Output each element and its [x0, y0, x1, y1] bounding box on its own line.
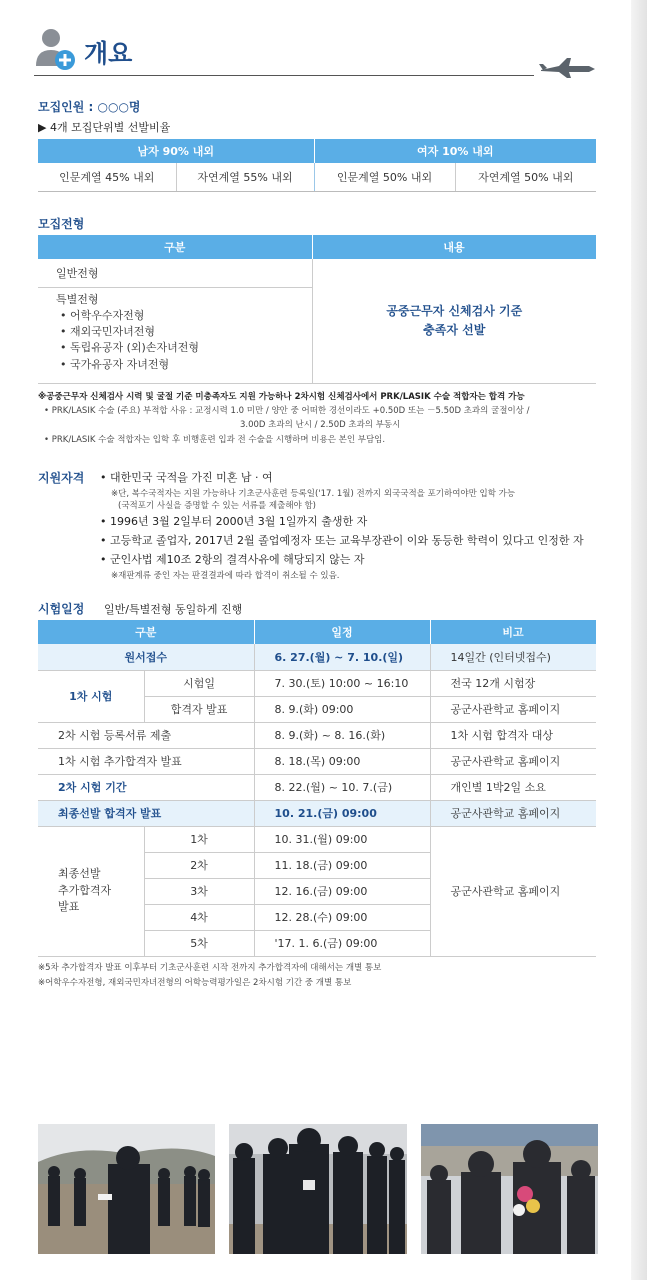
round-date: 12. 16.(금) 09:00	[254, 878, 430, 904]
round-date: 10. 31.(월) 09:00	[254, 826, 430, 852]
note-line: • PRK/LASIK 수술 적합자는 입학 후 비행훈련 입과 전 수술을 시행하며 비용은 본인 부담임.	[44, 435, 386, 445]
label-line: 발표	[58, 900, 80, 914]
table-row	[38, 800, 596, 826]
cadet-photo	[38, 1124, 215, 1254]
table-cell: 자연계열 50% 내외	[455, 163, 596, 191]
list-item: • 어학우수자전형	[60, 308, 145, 322]
schedule-title: 시험일정	[38, 602, 85, 616]
page-edge	[631, 0, 647, 1280]
table-row	[38, 826, 596, 852]
content-line: 공중근무자 신체검사 기준	[386, 304, 523, 319]
qualification-item: • 고등학교 졸업자, 2017년 2월 졸업예정자 또는 교육부장관이 이와 동등한 학력이 있다고 인정한 자	[100, 534, 584, 547]
first-exam-label: 1차 시험	[38, 670, 144, 722]
qualification-subnote: ※단, 복수국적자는 지원 가능하나 기초군사훈련 등록일('17. 1월) 전까지 외국국적을 포기하여야만 입학 가능	[111, 489, 516, 499]
apply-label: 원서접수	[38, 644, 254, 670]
round-label: 1차	[144, 826, 254, 852]
schedule-subtitle: 일반/특별전형 동일하게 진행	[104, 603, 243, 616]
header-divider	[34, 75, 534, 76]
person-add-icon	[34, 26, 78, 72]
first-pass-note: 공군사관학교 홈페이지	[430, 696, 596, 722]
note-line: ※어학우수자전형, 재외국민자녀전형의 어학능력평가일은 2차시험 기간 중 개별 통보	[38, 978, 352, 988]
round-label: 2차	[144, 852, 254, 878]
qualification-subnote: ※재판계류 중인 자는 판결결과에 따라 합격이 취소될 수 있음.	[111, 571, 340, 581]
second-exam-note: 개인별 1박2일 소요	[430, 774, 596, 800]
qualification-title: 지원자격	[38, 471, 85, 485]
docs-label: 2차 시험 등록서류 제출	[38, 722, 254, 748]
special-label: 특별전형	[56, 292, 99, 306]
headcount-title: 모집인원 : ○○○명	[38, 100, 141, 114]
col-category: 구분	[38, 235, 312, 259]
col-content: 내용	[312, 235, 596, 259]
ceremony-photo	[421, 1124, 598, 1254]
table-cell: 인문계열 50% 내외	[314, 163, 455, 191]
list-item: • 재외국민자녀전형	[60, 325, 155, 339]
cadet-photo	[229, 1124, 407, 1254]
first-extra-label: 1차 시험 추가합격자 발표	[38, 748, 254, 774]
general-type: 일반전형	[38, 259, 312, 287]
special-type	[38, 287, 312, 383]
note-bold: ※공중근무자 신체검사 시력 및 굴절 기준 미충족자도 지원 가능하나 2차시험 신체검사에서 PRK/LASIK 수술 적합자는 합격 가능	[38, 392, 525, 402]
first-extra-date: 8. 18.(목) 09:00	[254, 748, 430, 774]
list-item: • 독립유공자 (외)손자녀전형	[60, 341, 199, 355]
table-row	[38, 722, 596, 748]
col-date: 일정	[254, 620, 430, 644]
round-date: '17. 1. 6.(금) 09:00	[254, 930, 430, 956]
first-extra-note: 공군사관학교 홈페이지	[430, 748, 596, 774]
col-category: 구분	[38, 620, 254, 644]
table-cell: 인문계열 45% 내외	[38, 163, 176, 191]
note-line: 3.00D 초과의 난시 / 2.50D 초과의 부동시	[240, 420, 401, 430]
second-exam-label: 2차 시험 기간	[38, 774, 254, 800]
male-header: 남자 90% 내외	[38, 139, 314, 163]
round-date: 12. 28.(수) 09:00	[254, 904, 430, 930]
table-cell: 자연계열 55% 내외	[176, 163, 314, 191]
note-line: ※5차 추가합격자 발표 이후부터 기초군사훈련 시작 전까지 추가합격자에 대해서는 개별 통보	[38, 963, 382, 973]
content-line: 충족자 선발	[423, 322, 486, 337]
round-label: 3차	[144, 878, 254, 904]
exam-day-label: 시험일	[144, 670, 254, 696]
apply-note: 14일간 (인터넷접수)	[430, 644, 596, 670]
apply-date: 6. 27.(월) ~ 7. 10.(일)	[254, 644, 430, 670]
type-content	[312, 259, 596, 383]
female-header: 여자 10% 내외	[314, 139, 596, 163]
final-extra-note: 공군사관학교 홈페이지	[430, 826, 596, 956]
header	[34, 22, 614, 82]
list-item: • 국가유공자 자녀전형	[60, 357, 170, 371]
note-line	[38, 391, 525, 403]
table-row	[38, 670, 596, 696]
schedule-table	[38, 620, 597, 957]
qualification-subnote: (국적포기 사실을 증명할 수 있는 서류를 제출해야 함)	[118, 501, 316, 511]
page-title: 개요	[84, 39, 133, 68]
label-line: 최종선발	[58, 867, 101, 881]
qualification-item: • 대한민국 국적을 가진 미혼 남 · 여	[100, 471, 273, 484]
qualification-item: • 1996년 3월 2일부터 2000년 3월 1일까지 출생한 자	[100, 515, 368, 528]
second-exam-date: 8. 22.(월) ~ 10. 7.(금)	[254, 774, 430, 800]
table-row	[38, 748, 596, 774]
label-line: 추가합격자	[58, 883, 112, 897]
type-title: 모집전형	[38, 217, 85, 231]
round-label: 4차	[144, 904, 254, 930]
fighter-jet-icon	[537, 54, 597, 82]
final-extra-label	[38, 826, 144, 956]
round-label: 5차	[144, 930, 254, 956]
table-row	[38, 644, 596, 670]
ratio-table	[38, 139, 596, 192]
exam-day-note: 전국 12개 시험장	[430, 670, 596, 696]
ratio-label: ▶ 4개 모집단위별 선발비율	[38, 121, 171, 134]
table-row	[38, 774, 596, 800]
round-date: 11. 18.(금) 09:00	[254, 852, 430, 878]
photo-strip	[38, 1124, 598, 1254]
first-pass-label: 합격자 발표	[144, 696, 254, 722]
type-table	[38, 235, 597, 384]
final-note: 공군사관학교 홈페이지	[430, 800, 596, 826]
qualification-item: • 군인사법 제10조 2항의 결격사유에 해당되지 않는 자	[100, 553, 365, 566]
final-label: 최종선발 합격자 발표	[38, 800, 254, 826]
note-line: • PRK/LASIK 수술 (주요) 부적합 사유 : 교정시력 1.0 미만 / 양안 중 어떠한 경선이라도 +0.50D 또는 －5.50D 초과의 굴절이상 /	[44, 406, 530, 416]
col-note: 비고	[430, 620, 596, 644]
first-pass-date: 8. 9.(화) 09:00	[254, 696, 430, 722]
exam-day-date: 7. 30.(토) 10:00 ~ 16:10	[254, 670, 430, 696]
docs-note: 1차 시험 합격자 대상	[430, 722, 596, 748]
final-date: 10. 21.(금) 09:00	[254, 800, 430, 826]
docs-date: 8. 9.(화) ~ 8. 16.(화)	[254, 722, 430, 748]
